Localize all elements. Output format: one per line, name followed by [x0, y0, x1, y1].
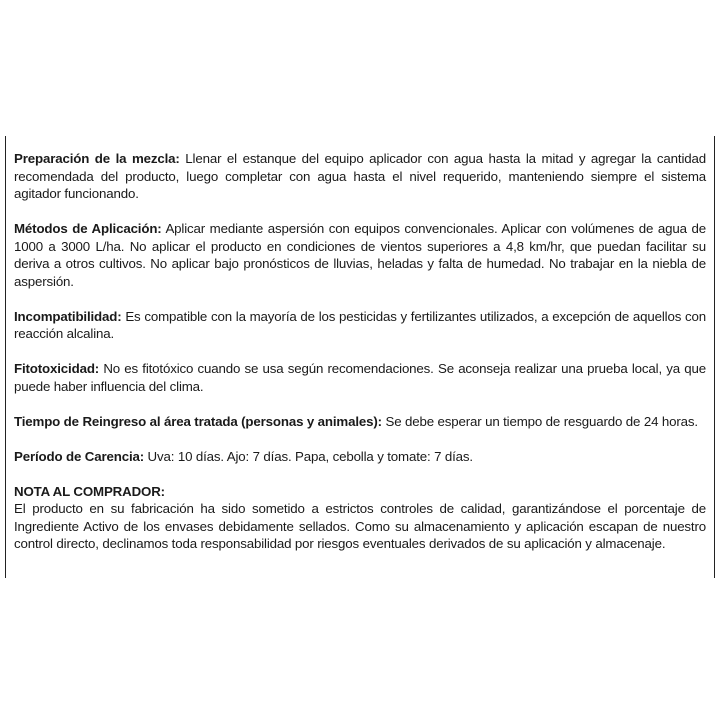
label-text-body — [14, 150, 706, 553]
section-label: Tiempo de Reingreso al área tratada (personas y animales): — [14, 413, 382, 429]
section-metodos-aplicacion — [14, 220, 706, 290]
section-text: Se debe esperar un tiempo de resguardo de 24 horas. — [381, 413, 698, 429]
section-text: Es compatible con la mayoría de los pesticidas y fertilizantes utilizados, a excepción de aquellos con reacción alcalina. — [14, 308, 706, 341]
section-periodo-carencia — [14, 448, 706, 466]
section-label: Métodos de Aplicación: — [14, 221, 162, 236]
section-label: Período de Carencia: — [14, 448, 145, 464]
section-text: Llenar el estanque del equipo aplicador con agua hasta la mitad y agregar la cantidad recomendada del producto, luego completar con agua hasta el nivel requerido, manteniendo siempre el sistema agitador funcionando. — [14, 151, 706, 201]
section-tiempo-reingreso — [14, 413, 706, 431]
note-heading: NOTA AL COMPRADOR: — [14, 483, 165, 499]
section-text: No es fitotóxico cuando se usa según recomendaciones. Se aconseja realizar una prueba local, ya que puede haber influencia del clima. — [14, 361, 706, 394]
section-nota-comprador — [14, 483, 706, 553]
section-text: Aplicar mediante aspersión con equipos convencionales. Aplicar con volúmenes de agua de 1000 a 3000 L/ha. No aplicar el producto en condiciones de vientos superiores a 4,8 km/hr, que puedan facilitar su deriva a otros cultivos. No aplicar bajo pronósticos de lluvias, heladas y falta de humedad. No trabajar en la niebla de aspersión. — [14, 221, 706, 289]
section-preparacion — [14, 150, 706, 203]
section-label: Fitotoxicidad: — [14, 361, 100, 376]
section-label: Incompatibilidad: — [14, 308, 122, 324]
section-fitotoxicidad — [14, 360, 706, 395]
note-text: El producto en su fabricación ha sido sometido a estrictos controles de calidad, garantizándose el porcentaje de Ingrediente Activo de los envases debidamente sellados. Como su almacenamiento y aplicación escapan de nuestro control directo, declinamos toda responsabilidad por riesgos eventuales derivados de su aplicación y almacenaje. — [14, 501, 706, 551]
section-text: Uva: 10 días. Ajo: 7 días. Papa, cebolla y tomate: 7 días. — [144, 448, 473, 464]
section-incompatibilidad — [14, 308, 706, 343]
section-label: Preparación de la mezcla: — [14, 151, 180, 166]
